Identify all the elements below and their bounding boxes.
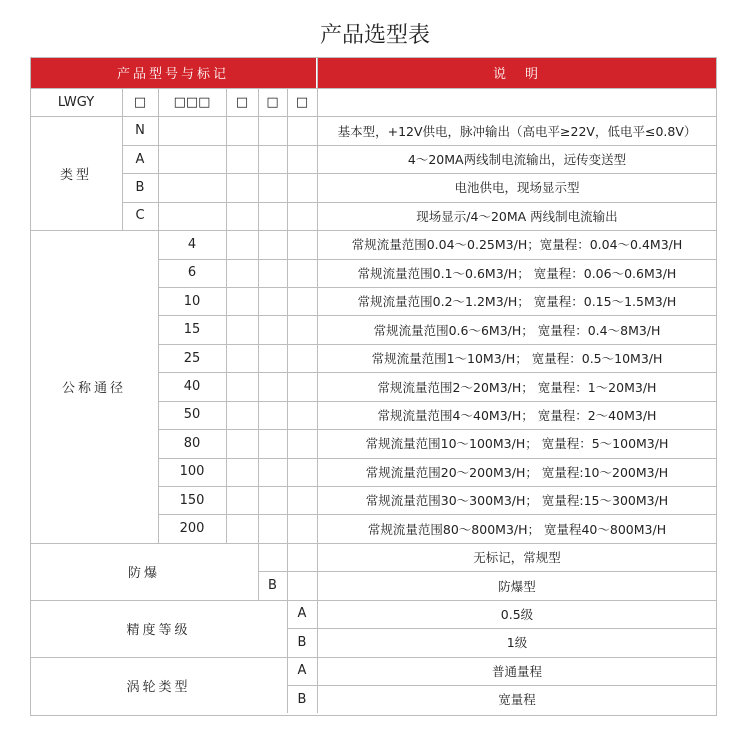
accuracy-label: 精度等级 xyxy=(126,622,191,638)
explosion-label: 防爆 xyxy=(127,565,160,581)
diameter-desc: 常规流量范围20～200M3/H； 宽量程:10～200M3/H xyxy=(365,464,669,480)
model-box: □ xyxy=(235,94,249,110)
diameter-desc: 常规流量范围80～800M3/H； 宽量程40～800M3/H xyxy=(367,521,667,537)
type-code: A xyxy=(135,151,145,167)
turbine-label: 涡轮类型 xyxy=(126,679,191,695)
table-border xyxy=(30,715,717,716)
grid-line xyxy=(317,57,318,88)
diameter-desc: 常规流量范围4～40M3/H； 宽量程：2～40M3/H xyxy=(377,407,657,423)
diameter-desc: 常规流量范围1～10M3/H； 宽量程：0.5～10M3/H xyxy=(371,351,663,367)
explosion-desc: 防爆型 xyxy=(498,578,536,594)
header-model-marking: 产品型号与标记 xyxy=(30,57,316,88)
diameter-code: 150 xyxy=(179,492,205,508)
diameter-code: 40 xyxy=(183,379,201,394)
turbine-code: B xyxy=(297,691,307,707)
diameter-code: 25 xyxy=(183,350,201,366)
selection-table xyxy=(30,57,717,716)
diameter-desc: 常规流量范围0.04～0.25M3/H；宽量程：0.04～0.4M3/H xyxy=(351,237,683,253)
diameter-desc: 常规流量范围0.6～6M3/H； 宽量程：0.4～8M3/H xyxy=(373,322,661,338)
turbine-desc: 普通量程 xyxy=(491,663,542,679)
type-desc: 基本型，+12V供电，脉冲输出（高电平≥22V，低电平≤0.8V） xyxy=(337,123,697,139)
accuracy-code: A xyxy=(297,606,307,622)
diameter-code: 80 xyxy=(183,435,201,451)
table-border xyxy=(30,57,717,58)
model-code: LWGY xyxy=(57,94,95,110)
turbine-desc: 宽量程 xyxy=(498,692,536,708)
diameter-desc: 常规流量范围2～20M3/H； 宽量程：1～20M3/H xyxy=(377,379,657,395)
model-box: □ xyxy=(295,94,309,110)
grid-line xyxy=(226,88,227,543)
diameter-code: 6 xyxy=(187,265,197,281)
diameter-desc: 常规流量范围30～300M3/H； 宽量程:15～300M3/H xyxy=(365,493,669,509)
diameter-code: 50 xyxy=(183,407,201,423)
accuracy-desc: 1级 xyxy=(506,635,528,651)
accuracy-desc: 0.5级 xyxy=(500,606,534,622)
type-code: B xyxy=(135,179,145,195)
diameter-code: 10 xyxy=(183,293,201,309)
type-code: N xyxy=(135,123,145,139)
type-code: C xyxy=(135,208,145,224)
diameter-code: 15 xyxy=(183,322,201,338)
model-box: □□□ xyxy=(173,94,211,110)
diameter-label: 公称通径 xyxy=(61,381,126,396)
explosion-desc: 无标记，常规型 xyxy=(473,550,561,566)
type-desc: 4～20MA两线制电流输出，远传变送型 xyxy=(407,152,627,168)
diameter-desc: 常规流量范围0.2～1.2M3/H； 宽量程：0.15～1.5M3/H xyxy=(357,294,677,310)
diameter-desc: 常规流量范围0.1～0.6M3/H； 宽量程：0.06～0.6M3/H xyxy=(357,265,677,281)
header-description: 说 明 xyxy=(317,57,717,88)
type-label: 类型 xyxy=(59,167,92,183)
type-desc: 电池供电，现场显示型 xyxy=(454,180,580,196)
explosion-code: B xyxy=(268,578,277,593)
model-box: □ xyxy=(133,94,147,110)
diameter-desc: 常规流量范围10～100M3/H； 宽量程：5～100M3/H xyxy=(365,436,669,452)
page-title: 产品选型表 xyxy=(319,23,430,48)
grid-line xyxy=(258,88,259,543)
diameter-code: 200 xyxy=(179,521,205,537)
diameter-code: 4 xyxy=(187,236,197,252)
turbine-code: A xyxy=(297,663,307,679)
type-desc: 现场显示/4～20MA 两线制电流输出 xyxy=(416,208,618,224)
grid-line xyxy=(287,88,288,543)
diameter-code: 100 xyxy=(179,464,205,480)
accuracy-code: B xyxy=(297,634,307,650)
model-box: □ xyxy=(266,94,279,110)
